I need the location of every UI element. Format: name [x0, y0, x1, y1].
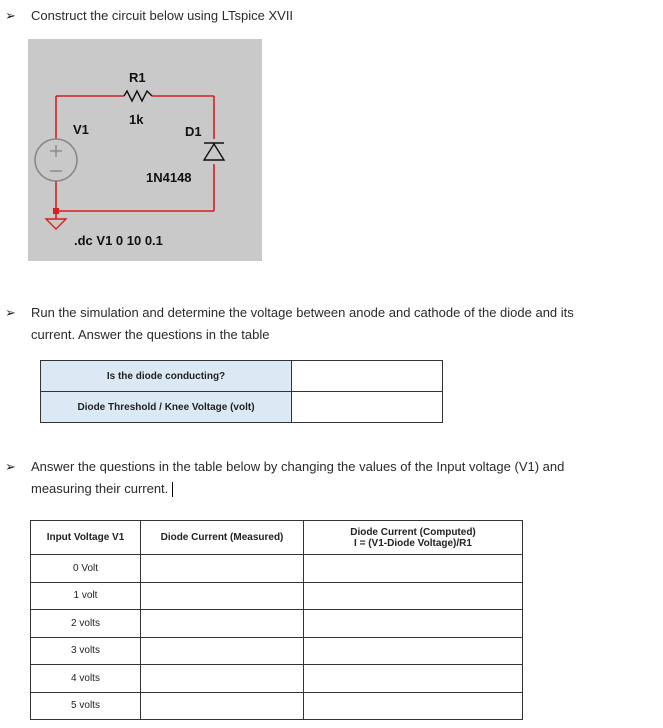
computed-cell[interactable] [304, 637, 523, 665]
r1-value: 1k [129, 112, 144, 127]
answer-cell[interactable] [292, 392, 443, 423]
header-computed-line1: Diode Current (Computed) [350, 526, 476, 538]
bullet-arrow-icon: ➢ [5, 305, 16, 320]
input-voltage-cell: 5 volts [31, 692, 141, 720]
input-voltage-cell: 3 volts [31, 637, 141, 665]
computed-cell[interactable] [304, 610, 523, 638]
input-voltage-cell: 2 volts [31, 610, 141, 638]
measured-cell[interactable] [141, 637, 304, 665]
measured-cell[interactable] [141, 665, 304, 693]
current-measurement-table [30, 520, 523, 720]
input-voltage-cell: 4 volts [31, 665, 141, 693]
answer-cell[interactable] [292, 361, 443, 392]
table-row [41, 361, 443, 392]
diode-model: 1N4148 [146, 170, 192, 185]
table-row [31, 582, 523, 610]
diode-symbol [204, 143, 224, 160]
table-header-row [31, 521, 523, 555]
measured-cell[interactable] [141, 582, 304, 610]
computed-cell[interactable] [304, 582, 523, 610]
voltage-source-symbol [35, 139, 77, 181]
computed-cell[interactable] [304, 692, 523, 720]
instruction-run-line2: current. Answer the questions in the table [31, 327, 270, 342]
text-cursor [172, 482, 173, 497]
header-measured-current: Diode Current (Measured) [141, 521, 304, 555]
table-row [31, 692, 523, 720]
bullet-arrow-icon: ➢ [5, 8, 16, 23]
measured-cell[interactable] [141, 610, 304, 638]
header-computed-current [304, 521, 523, 555]
r1-label: R1 [129, 70, 146, 85]
instruction-answer-line2-text: measuring their current. [31, 481, 169, 496]
instruction-construct: Construct the circuit below using LTspice XVII [31, 8, 294, 23]
table-row [31, 665, 523, 693]
table-row [31, 555, 523, 583]
header-input-voltage: Input Voltage V1 [31, 521, 141, 555]
question-cell: Diode Threshold / Knee Voltage (volt) [41, 392, 292, 423]
input-voltage-cell: 0 Volt [31, 555, 141, 583]
computed-cell[interactable] [304, 555, 523, 583]
measured-cell[interactable] [141, 692, 304, 720]
circuit-schematic [28, 39, 262, 261]
instruction-run-line1: Run the simulation and determine the voltage between anode and cathode of the diode and its [31, 305, 574, 320]
table-row [41, 392, 443, 423]
measured-cell[interactable] [141, 555, 304, 583]
instruction-answer-line1: Answer the questions in the table below by changing the values of the Input voltage (V1) and [31, 459, 565, 474]
resistor-symbol [124, 91, 152, 101]
d1-label: D1 [185, 124, 202, 139]
input-voltage-cell: 1 volt [31, 582, 141, 610]
computed-cell[interactable] [304, 665, 523, 693]
header-computed-line2: I = (V1-Diode Voltage)/R1 [354, 537, 472, 549]
bullet-arrow-icon: ➢ [5, 459, 16, 474]
instruction-answer-line2 [31, 478, 173, 500]
question-cell: Is the diode conducting? [41, 361, 292, 392]
table-row [31, 610, 523, 638]
v1-label: V1 [73, 122, 89, 137]
spice-directive: .dc V1 0 10 0.1 [74, 233, 163, 248]
table-row [31, 637, 523, 665]
diode-questions-table [40, 360, 443, 423]
